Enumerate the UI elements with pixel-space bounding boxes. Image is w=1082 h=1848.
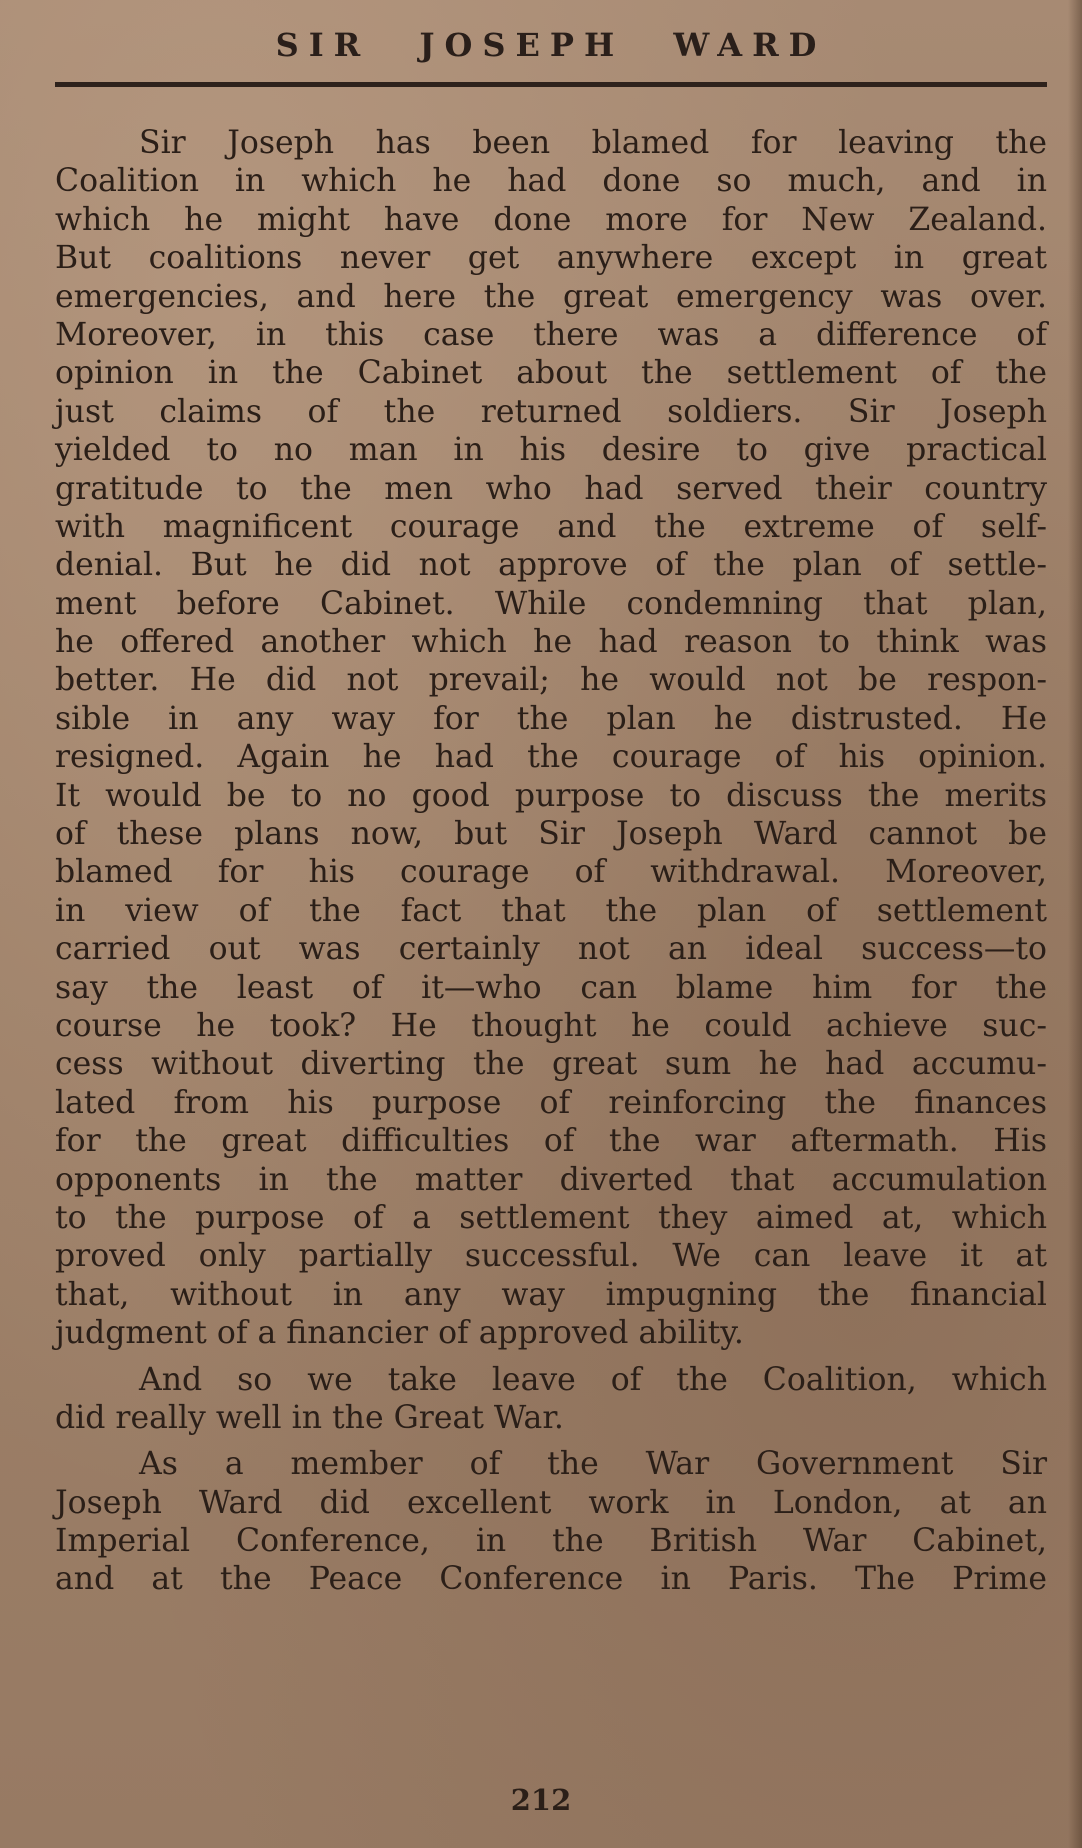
text-line: lated from his purpose of reinforcing the finances <box>55 1084 1047 1121</box>
header-rule <box>55 82 1047 87</box>
page-edge-shadow <box>1068 0 1082 1848</box>
text-line: in view of the fact that the plan of settlement <box>55 892 1047 929</box>
text-line: It would be to no good purpose to discuss the merits <box>55 777 1047 814</box>
text-line: yielded to no man in his desire to give practical <box>55 432 1047 469</box>
text-line: blamed for his courage of withdrawal. Moreover, <box>55 854 1047 891</box>
text-line: But coalitions never get anywhere except in great <box>55 240 1047 277</box>
text-line: say the least of it—who can blame him for the <box>55 969 1047 1006</box>
text-line: with magnificent courage and the extreme of self- <box>55 508 1047 545</box>
text-line: cess without diverting the great sum he had accumu- <box>55 1046 1047 1083</box>
text-line: And so we take leave of the Coalition, which <box>139 1361 1047 1398</box>
text-line: and at the Peace Conference in Paris. The Prime <box>55 1561 1047 1598</box>
paragraph <box>55 1361 1047 1438</box>
text-line: emergencies, and here the great emergency was over. <box>55 278 1047 315</box>
paragraph-gap <box>55 1437 1047 1445</box>
text-line: ment before Cabinet. While condemning that plan, <box>55 585 1047 622</box>
text-line: to the purpose of a settlement they aimed at, which <box>55 1199 1047 1236</box>
paragraph <box>55 124 1047 1353</box>
text-line: just claims of the returned soldiers. Sir Joseph <box>55 393 1047 430</box>
text-line: course he took? He thought he could achieve suc- <box>55 1007 1047 1044</box>
text-line: Moreover, in this case there was a difference of <box>55 316 1047 353</box>
text-line: opinion in the Cabinet about the settlement of the <box>55 355 1047 392</box>
paragraph <box>55 1445 1047 1599</box>
text-line: resigned. Again he had the courage of his opinion. <box>55 739 1047 776</box>
text-line: of these plans now, but Sir Joseph Ward cannot be <box>55 816 1047 853</box>
text-line: which he might have done more for New Zealand. <box>55 201 1047 238</box>
text-line: carried out was certainly not an ideal success—to <box>55 931 1047 968</box>
text-line: Sir Joseph has been blamed for leaving the <box>139 125 1047 161</box>
text-line: for the great difficulties of the war aftermath. His <box>55 1123 1047 1160</box>
text-line: that, without in any way impugning the financial <box>55 1276 1047 1313</box>
text-line: As a member of the War Government Sir <box>139 1446 1047 1483</box>
body-text <box>55 124 1047 1599</box>
text-line: denial. But he did not approve of the plan of settle- <box>55 547 1047 584</box>
text-line: judgment of a financier of approved ability. <box>55 1315 744 1352</box>
page-number: 212 <box>510 1783 572 1817</box>
text-line: Imperial Conference, in the British War Cabinet, <box>55 1523 1047 1560</box>
text-line: Coalition in which he had done so much, and in <box>55 163 1047 200</box>
running-header: SIR JOSEPH WARD <box>275 26 827 64</box>
text-line: proved only partially successful. We can leave it at <box>55 1238 1047 1275</box>
text-line: did really well in the Great War. <box>55 1399 564 1436</box>
text-line: Joseph Ward did excellent work in London, at an <box>55 1484 1047 1521</box>
text-line: gratitude to the men who had served their country <box>55 470 1047 507</box>
text-line: sible in any way for the plan he distrusted. He <box>55 700 1047 737</box>
text-line: he offered another which he had reason to think was <box>55 624 1047 661</box>
text-line: opponents in the matter diverted that accumulation <box>55 1161 1047 1198</box>
paragraph-gap <box>55 1353 1047 1361</box>
text-line: better. He did not prevail; he would not be respon- <box>55 662 1047 699</box>
